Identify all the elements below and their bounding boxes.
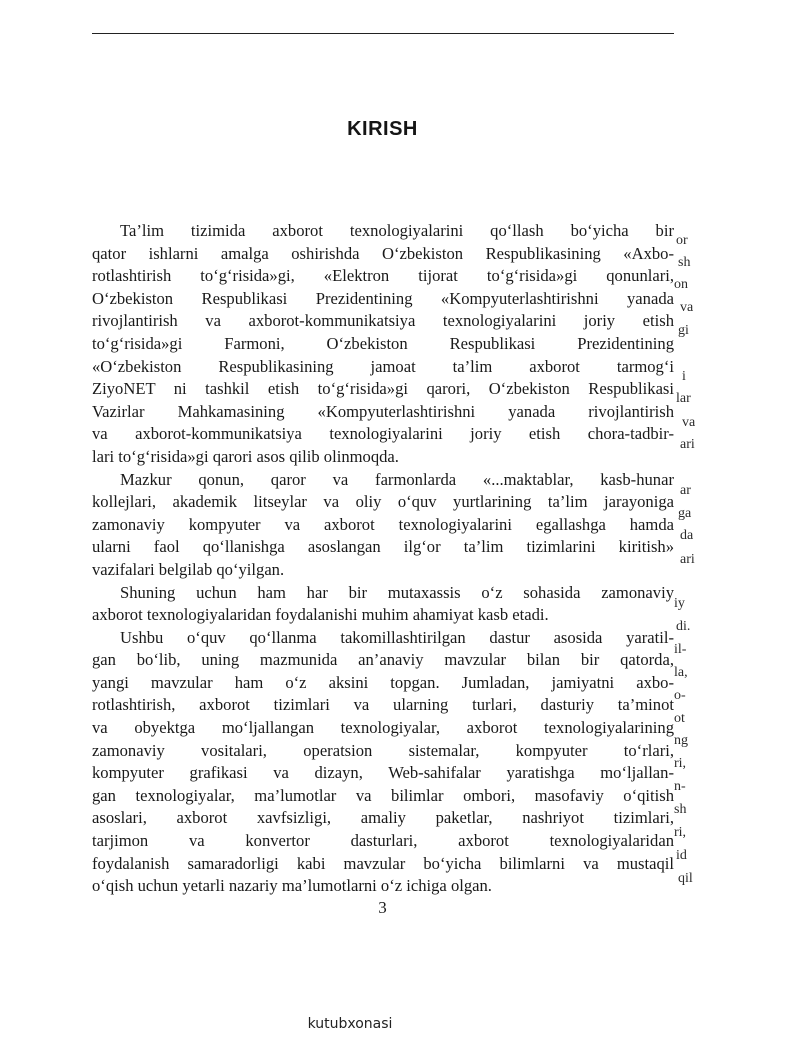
margin-fragment: la, [674,665,688,680]
watermark-text: kutubxonasi [307,1016,393,1032]
text-line: ularni faol qo‘llanishga asoslangan ilg‘or ta’lim tizimlarini kiritish» [92,537,674,557]
text-line: O‘zbekiston Respublikasi Prezidentining «Kompyuterlashtirishni yanada [92,288,674,308]
text-line: va obyektga mo‘ljallangan texnologiyalar, axborot texnologiyalarining [92,718,674,738]
margin-fragment: il- [674,642,687,657]
margin-fragment: va [680,300,694,315]
text-line: gan texnologiyalar, ma’lumotlar va bilimlar ombori, masofaviy o‘qitish [92,785,674,805]
text-line: yangi mavzular ham o‘z aksini topgan. Jumladan, jamiyatni axbo- [92,672,674,692]
text-line: kollejlari, akademik litseylar va oliy o‘quv yurtlarining ta’lim jarayoniga [92,492,674,512]
margin-fragment: or [676,233,688,248]
text-line: kompyuter grafikasi va dizayn, Web-sahifalar yaratishga mo‘ljallan- [92,763,674,783]
text-line: o‘qish uchun yetarli nazariy ma’lumotlarni o‘z ichiga olgan. [92,876,492,896]
margin-fragment: ng [674,733,688,748]
margin-fragment: ri, [674,825,687,840]
margin-fragment: qil [678,871,693,886]
text-line: qator ishlarni amalga oshirishda O‘zbekiston Respublikasining «Axbo- [92,243,674,263]
margin-fragment: i [682,369,686,384]
text-line: «O‘zbekiston Respublikasining jamoat ta’lim axborot tarmog‘i [92,356,674,376]
text-line: lari to‘g‘risida»gi qarori asos qilib olinmoqda. [92,446,399,466]
margin-fragment: ga [678,506,692,521]
margin-fragment: gi [678,323,689,338]
text-line: Mazkur qonun, qaror va farmonlarda «...maktablar, kasb-hunar [120,469,674,489]
text-line: ZiyoNET ni tashkil etish to‘g‘risida»gi qarori, O‘zbekiston Respublikasi [92,379,674,399]
text-line: zamonaviy kompyuter va axborot texnologiyalarini egallashga hamda [92,514,674,534]
text-line: rivojlantirish va axborot-kommunikatsiya texnologiyalarini joriy etish [92,311,674,331]
margin-fragment: ri, [674,756,687,771]
text-line: Vazirlar Mahkamasining «Kompyuterlashtirishni yanada rivojlantirish [92,401,674,421]
text-line: Shuning uchun ham har bir mutaxassis o‘z sohasida zamonaviy [120,582,674,602]
margin-fragment: sh [674,802,687,817]
text-line: tarjimon va konvertor dasturlari, axborot texnologiyalaridan [92,831,674,851]
chapter-title: KIRISH [347,118,418,140]
text-line: axborot texnologiyalaridan foydalanishi muhim ahamiyat kasb etadi. [92,605,549,625]
margin-fragment: ari [680,552,695,567]
text-line: rotlashtirish, axborot tizimlari va ularning turlari, dasturiy ta’minot [92,695,674,715]
margin-fragment: on [674,277,688,292]
margin-fragment: di. [676,619,691,634]
text-line: zamonaviy vositalari, operatsion sistemalar, kompyuter to‘rlari, [92,740,674,760]
margin-fragment: lar [676,391,691,406]
margin-fragment: ar [680,483,691,498]
text-line: Ta’lim tizimida axborot texnologiyalarini qo‘llash bo‘yicha bir [120,221,674,240]
text-line: to‘g‘risida»gi Farmoni, O‘zbekiston Respublikasi Prezidentining [92,333,674,353]
margin-fragment: ot [674,711,685,726]
page-number: 3 [378,898,387,917]
margin-fragment: o- [674,688,686,703]
text-line: va axborot-kommunikatsiya texnologiyalarini joriy etish chora-tadbir- [92,424,674,444]
text-line: Ushbu o‘quv qo‘llanma takomillashtirilgan dastur asosida yaratil- [120,627,674,647]
margin-fragment: da [680,528,694,543]
text-line: vazifalari belgilab qo‘yilgan. [92,559,285,579]
margin-fragment: sh [678,255,691,270]
text-line: gan bo‘lib, uning mazmunida an’anaviy mavzular bilan bir qatorda, [92,650,674,670]
margin-fragment: va [682,415,696,430]
margin-fragment: ari [680,437,695,452]
text-line: rotlashtirish to‘g‘risida»gi, «Elektron tijorat to‘g‘risida»gi qonunlari, [92,266,674,286]
header-rule [92,33,674,34]
text-line: asoslari, axborot xavfsizligi, amaliy paketlar, nashriyot tizimlari, [92,808,674,828]
body-text [92,220,674,898]
margin-fragment: id [676,848,687,863]
margin-fragment: n- [674,779,686,794]
text-line: foydalanish samaradorligi kabi mavzular bo‘yicha bilimlarni va mustaqil [92,853,674,873]
margin-fragment: iy [674,596,685,611]
